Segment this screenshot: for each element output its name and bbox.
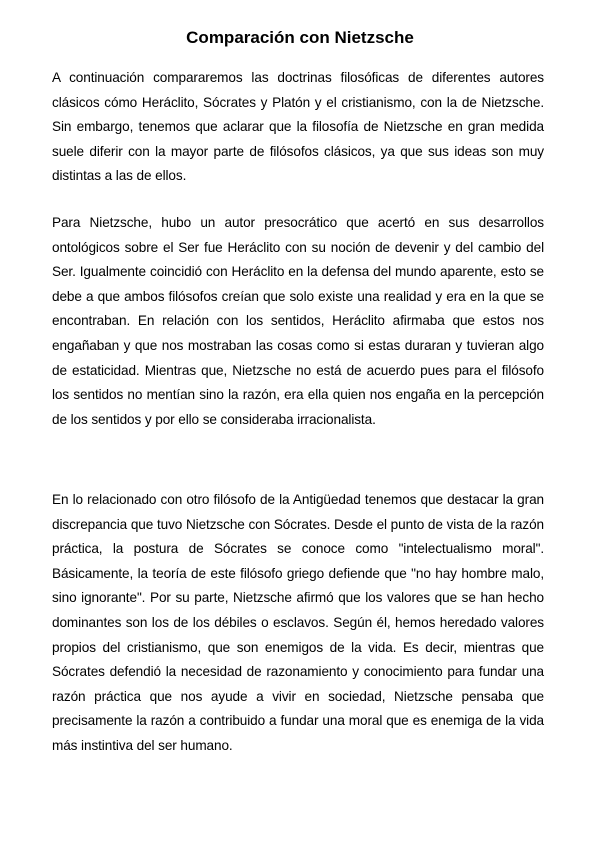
paragraph-introduction: A continuación compararemos las doctrinas filosóficas de diferentes autores clásicos cómo Heráclito, Sócrates y Platón y el cristianismo, con la de Nietzsche. Sin embargo, tenemos que aclarar que la filosofía de Nietzsche en gran medida suele diferir con la mayor parte de filósofos clásicos, ya que sus ideas son muy distintas a las de ellos. [52,70,544,184]
paragraph-socrates: En lo relacionado con otro filósofo de la Antigüedad tenemos que destacar la gran discrepancia que tuvo Nietzsche con Sócrates. Desde el punto de vista de la razón práctica, la postura de Sócrates se conoce como "intelectualismo moral". Básicamente, la teoría de este filósofo griego defiende que "no hay hombre malo, sino ignorante". Por su parte, Nietzsche afirmó que los valores que se han hecho dominantes son los de los débiles o esclavos. Según él, hemos heredado valores propios del cristianismo, que son enemigos de la vida. Es decir, mientras que Sócrates defendió la necesidad de razonamiento y conocimiento para fundar una razón práctica que nos ayude a vivir en sociedad, Nietzsche pensaba que precisamente la razón a contribuido a fundar una moral que es enemiga de la vida más instintiva del ser humano. [52,492,544,753]
paragraph-heraclito: Para Nietzsche, hubo un autor presocrático que acertó en sus desarrollos ontológicos sobre el Ser fue Heráclito con su noción de devenir y del cambio del Ser. Igualmente coincidió con Heráclito en la defensa del mundo aparente, esto se debe a que ambos filósofos creían que solo existe una realidad y era en la que se encontraban. En relación con los sentidos, Heráclito afirmaba que estos nos engañaban y que nos mostraban las cosas como si estas duraran y tuvieran algo de estaticidad. Mientras que, Nietzsche no está de acuerdo pues para el filósofo los sentidos no mentían sino la razón, era ella quien nos engaña en la percepción de los sentidos y por ello se consideraba irracionalista. [52,215,544,427]
page-title: Comparación con Nietzsche [186,28,414,47]
